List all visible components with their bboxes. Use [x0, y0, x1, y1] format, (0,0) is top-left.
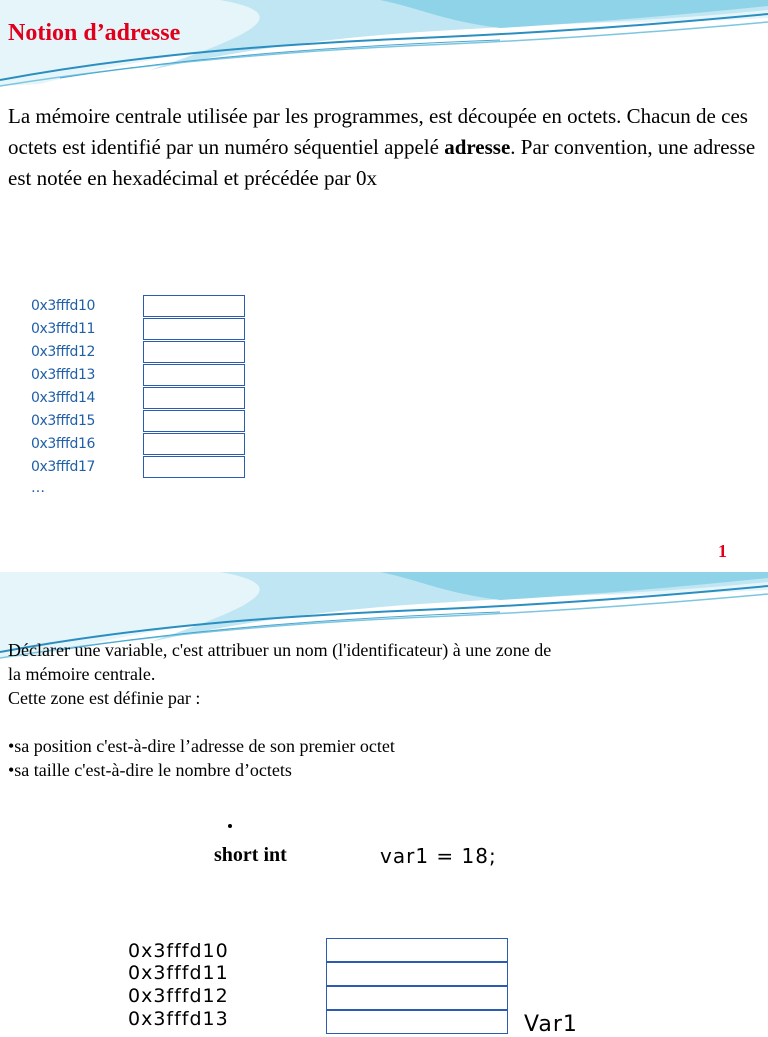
- memory-address-label: 0x3fffd12: [128, 985, 229, 1007]
- text-line: la mémoire centrale.: [8, 664, 156, 684]
- memory-cell: [143, 410, 245, 432]
- memory-address-label: 0x3fffd11: [128, 962, 229, 984]
- memory-address-label: 0x3fffd11: [31, 321, 95, 337]
- memory-address-label: 0x3fffd10: [31, 298, 95, 314]
- text-line: Déclarer une variable, c'est attribuer un nom (l'identificateur) à une zone de: [8, 640, 552, 660]
- declaration-explanation: [8, 638, 728, 782]
- memory-cell: [143, 364, 245, 386]
- variable-label: Var1: [524, 1012, 578, 1037]
- memory-cell: [326, 962, 508, 986]
- keyword-adresse: adresse: [444, 135, 511, 159]
- memory-address-label: 0x3fffd17: [31, 459, 95, 475]
- memory-cell: [143, 341, 245, 363]
- declaration-type: short int: [214, 844, 287, 866]
- memory-address-label: 0x3fffd16: [31, 436, 95, 452]
- memory-cell: [326, 1010, 508, 1034]
- declaration-expression: var1 = 18;: [380, 844, 497, 868]
- page-number: 1: [718, 541, 727, 561]
- memory-address-label: 0x3fffd15: [31, 413, 95, 429]
- memory-address-label: 0x3fffd13: [128, 1008, 229, 1030]
- memory-cell: [143, 387, 245, 409]
- memory-address-label: 0x3fffd12: [31, 344, 95, 360]
- memory-address-label: 0x3fffd14: [31, 390, 95, 406]
- slide-2: [0, 572, 768, 1037]
- memory-cell: [143, 318, 245, 340]
- memory-cell: [143, 295, 245, 317]
- blank-line: [8, 710, 728, 734]
- memory-cell: [326, 938, 508, 962]
- memory-cell: [143, 433, 245, 455]
- memory-ellipsis: …: [31, 480, 45, 496]
- memory-address-label: 0x3fffd13: [31, 367, 95, 383]
- memory-cell: [326, 986, 508, 1010]
- bullet-dot: [228, 824, 232, 828]
- memory-address-label: 0x3fffd10: [128, 940, 229, 962]
- slide-title: Notion d’adresse: [8, 20, 181, 46]
- memory-cell: [143, 456, 245, 478]
- text-line: Cette zone est définie par :: [8, 688, 201, 708]
- bullet-size: •sa taille c'est-à-dire le nombre d’octets: [8, 760, 292, 780]
- intro-paragraph: La mémoire centrale utilisée par les programmes, est découpée en octets. Chacun de ces octets est identifié par un numéro séquentiel appelé adresse. Par convention, une adresse est notée en hexadécimal et précédée par 0x: [8, 104, 756, 190]
- bullet-position: •sa position c'est-à-dire l’adresse de son premier octet: [8, 736, 395, 756]
